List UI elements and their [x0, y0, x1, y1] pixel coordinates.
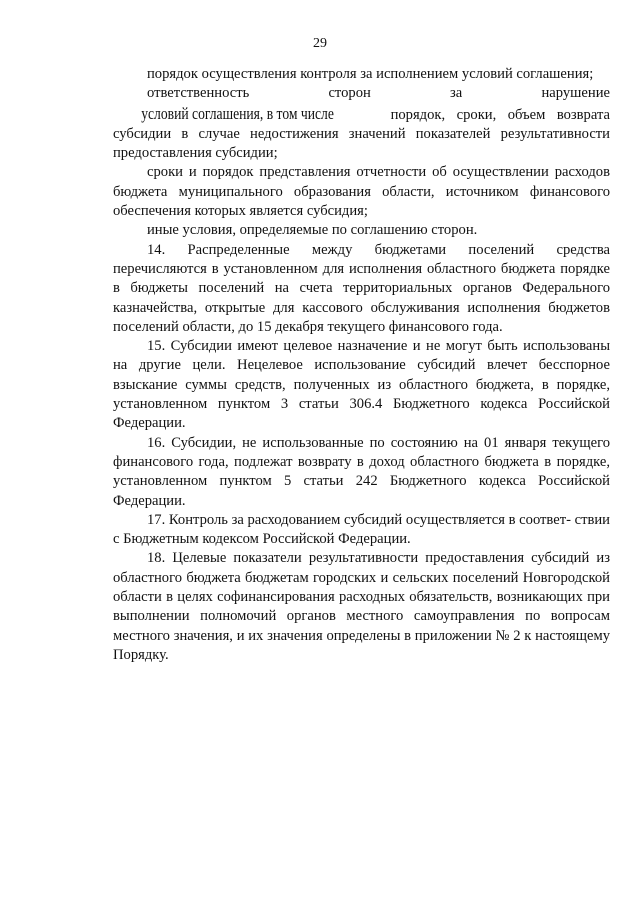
paragraph-17 [113, 511, 610, 550]
paragraph-17-line-1: 17. Контроль за расходованием субсидий осуществляется в соответ- [147, 511, 571, 528]
paragraph-responsibility-end: порядок, сроки, объем возврата субсидии в случае недостижения значений показателей результативности предоставления субсидии; [113, 106, 610, 162]
paragraph-15: 15. Субсидии имеют целевое назначение и не могут быть использованы на другие цели. Нецелевое использование субсидий влечет бесспорное взыскание суммы средств, полученных из областного бюджета, в порядке, установленном пунктом 3 статьи 306.4 Бюджетного кодекса Российской Федерации. [113, 338, 610, 432]
paragraph-reporting: сроки и порядок представления отчетности об осуществлении расходов бюджета муниципального образования области, источником финансового обеспечения которых является субсидия; [113, 164, 610, 220]
paragraph-16: 16. Субсидии, не использованные по состоянию на 01 января текущего финансового года, подлежат возврату в доход областного бюджета в порядке, установленном пунктом 5 статьи 242 Бюджетного кодекса Российской Федерации. [113, 434, 610, 509]
paragraph-14: 14. Распределенные между бюджетами поселений средства перечисляются в установленном для исполнения областного бюджета порядке в бюджеты поселений на счета территориальных органов Федерального казначейства, открытые для кассового обслуживания исполнения бюджетов поселений области, до 15 декабря текущего финансового года. [113, 241, 610, 335]
paragraph-responsibility-condensed: условий соглашения, в том числе [141, 103, 334, 123]
paragraph-control-procedure: порядок осуществления контроля за исполнением условий соглашения; [147, 66, 594, 82]
document-body [113, 65, 610, 665]
paragraph-other-conditions: иные условия, определяемые по соглашению сторон. [147, 222, 478, 239]
paragraph-responsibility-start: ответственность сторон за нарушение [147, 85, 610, 102]
page-number: 29 [313, 36, 327, 51]
paragraph-responsibility [113, 84, 610, 163]
paragraph-18: 18. Целевые показатели результативности предоставления субсидий из областного бюджета бюджетам городских и сельских поселений Новгородской области в целях софинансирования расходных обязательств, возникающих при выполнении полномочий органов местного самоуправления по вопросам местного значения, и их значения определены в приложении № 2 к настоящему Порядку. [113, 550, 610, 663]
paragraph-17-line-2: ствии с Бюджетным кодексом Российской Федерации. [113, 511, 610, 548]
